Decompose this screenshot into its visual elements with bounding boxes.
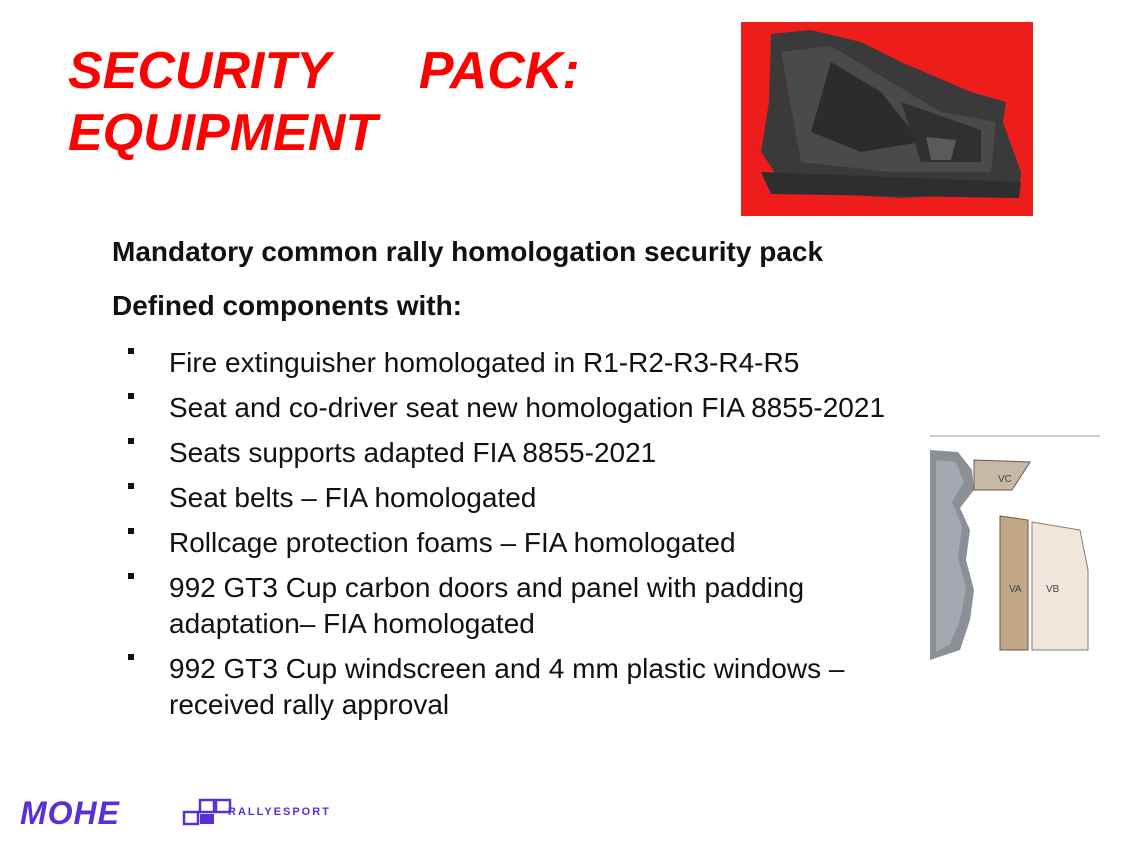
bullet-icon xyxy=(128,438,134,444)
bullet-icon xyxy=(128,654,134,660)
bullet-icon xyxy=(128,483,134,489)
component-list xyxy=(128,345,928,732)
bullet-icon xyxy=(128,393,134,399)
foam-part-photo xyxy=(741,22,1033,216)
list-item: Seats supports adapted FIA 8855-2021 xyxy=(128,435,928,471)
list-item: Seat and co-driver seat new homologation FIA 8855-2021 xyxy=(128,390,928,426)
list-item: Seat belts – FIA homologated xyxy=(128,480,928,516)
bullet-icon xyxy=(128,528,134,534)
bullet-icon xyxy=(128,348,134,354)
intro-line-1: Mandatory common rally homologation security pack xyxy=(112,236,824,267)
seat-padding-diagram xyxy=(930,430,1100,660)
list-item: Fire extinguisher homologated in R1-R2-R3-R4-R5 xyxy=(128,345,928,381)
list-item: Rollcage protection foams – FIA homologated xyxy=(128,525,928,561)
bullet-icon xyxy=(128,573,134,579)
list-item: 992 GT3 Cup windscreen and 4 mm plastic windows – received rally approval xyxy=(128,651,928,723)
logo-tagline: RALLYESPORT xyxy=(228,806,331,818)
diagram-label-va: VA xyxy=(1009,584,1022,595)
title-word-pack: PACK: xyxy=(418,42,580,100)
logo-wordmark: MOHE xyxy=(20,795,120,831)
list-item: 992 GT3 Cup carbon doors and panel with padding adaptation– FIA homologated xyxy=(128,570,928,642)
title-word-security: SECURITY xyxy=(68,42,331,100)
diagram-label-vc: VC xyxy=(998,474,1012,485)
diagram-label-vb: VB xyxy=(1046,584,1060,595)
intro-line-2: Defined components with: xyxy=(112,290,462,321)
title-word-equipment: EQUIPMENT xyxy=(68,104,378,162)
mohe-logo xyxy=(20,796,380,830)
slide-title xyxy=(68,40,708,164)
